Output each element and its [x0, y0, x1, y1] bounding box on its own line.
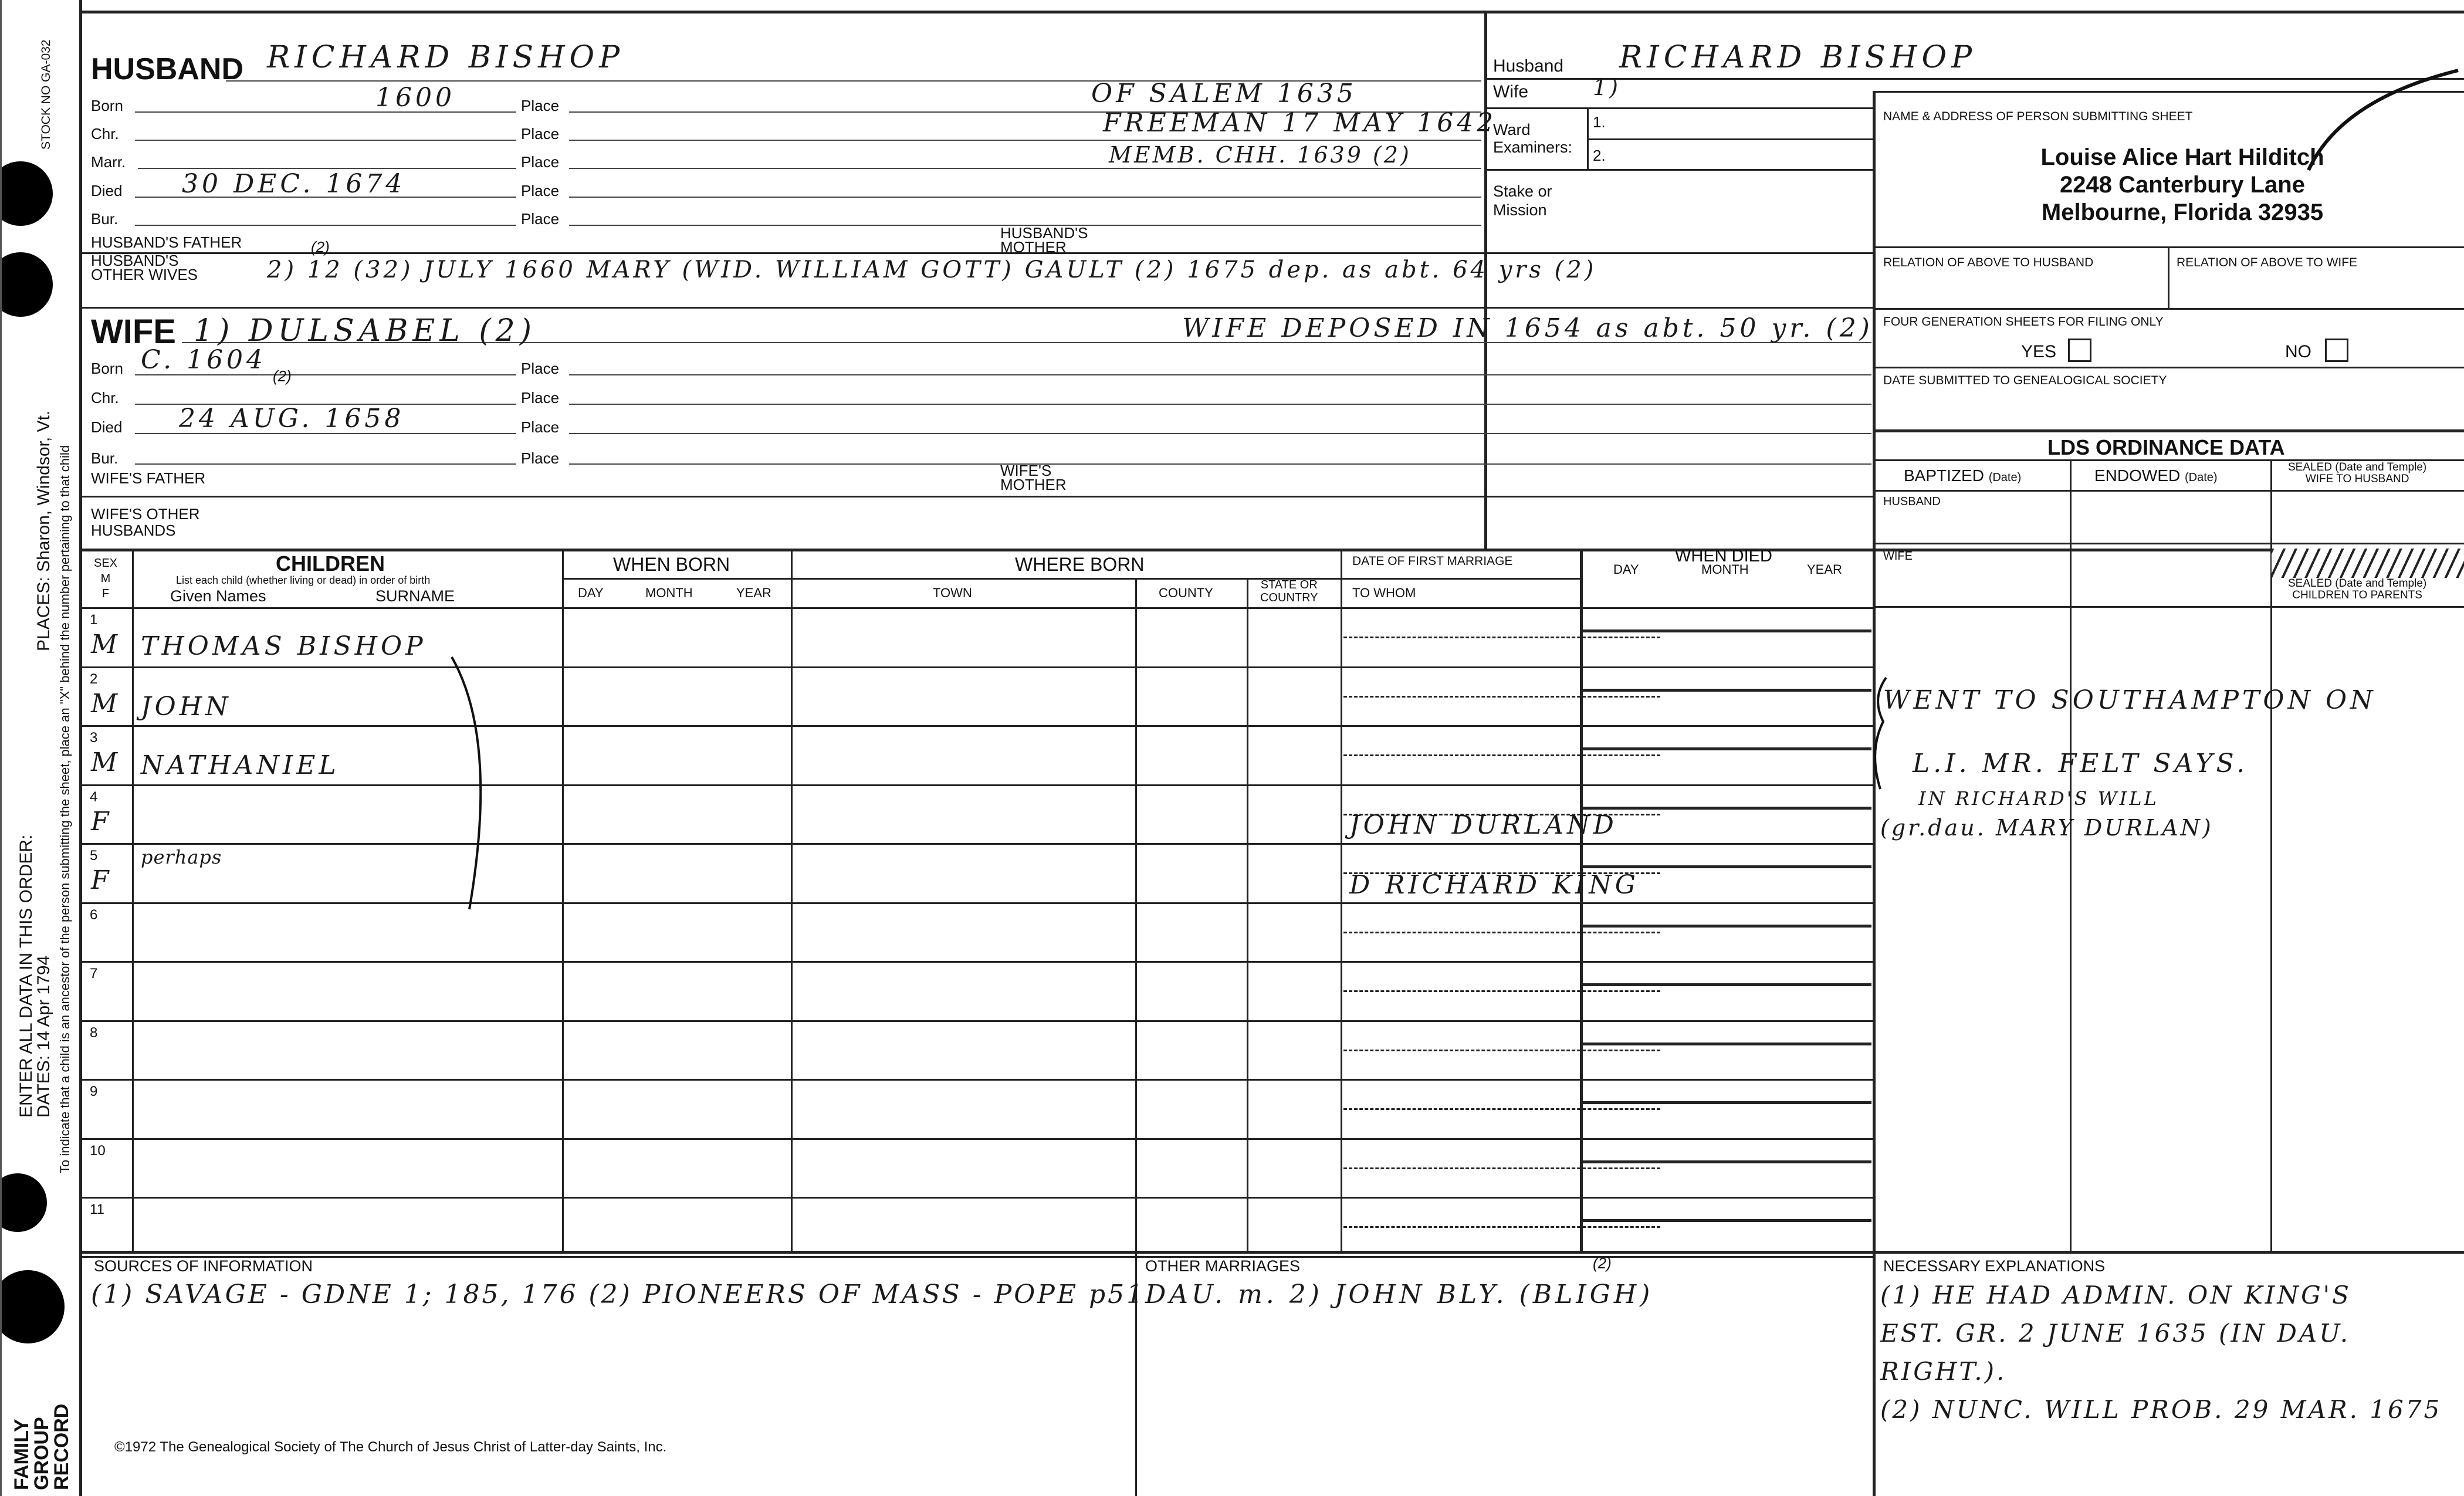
year-label: YEAR: [736, 585, 771, 600]
places-note: PLACES: Sharon, Windsor, Vt.: [34, 410, 53, 651]
checkmark-stroke: [2306, 65, 2464, 176]
table-row: [79, 961, 1873, 1020]
hatched-area: [2272, 549, 2464, 578]
yes-checkbox[interactable]: [2068, 339, 2091, 362]
examiners-label: Examiners:: [1493, 138, 1573, 156]
examiner-2: 2.: [1593, 147, 1606, 164]
place-label: Place: [521, 153, 560, 171]
died-day-label: DAY: [1613, 562, 1639, 577]
lds-title: LDS ORDINANCE DATA: [2047, 435, 2285, 459]
no-label: NO: [2285, 342, 2311, 361]
husband-marr-place: MEMB. CHH. 1639 (2): [1109, 142, 1412, 168]
to-whom-label: TO WHOM: [1352, 585, 1416, 600]
right-wife-number: 1): [1593, 75, 1621, 100]
record-title: FAMILY GROUP RECORD: [11, 1403, 73, 1490]
when-died-label: WHEN DIED: [1675, 547, 1772, 566]
child-sex: F: [91, 865, 113, 895]
no-checkbox[interactable]: [2325, 339, 2348, 362]
place-label: Place: [521, 210, 560, 228]
husband-born-place: OF SALEM 1635: [1091, 79, 1357, 109]
child-3-name: NATHANIEL: [141, 750, 340, 780]
row-number: 10: [90, 1143, 106, 1159]
born-label: Born: [91, 360, 123, 377]
where-born-label: WHERE BORN: [1015, 554, 1145, 575]
child-5-note: perhaps: [141, 846, 222, 868]
child-sex: F: [91, 807, 113, 837]
other-wives-label: HUSBAND'S OTHER WIVES: [91, 252, 198, 283]
dates-note: DATES: 14 Apr 1794: [34, 955, 53, 1118]
given-names-label: Given Names: [170, 587, 266, 605]
table-row: [79, 666, 1873, 725]
husband-mother-label: HUSBAND'S MOTHER: [1000, 224, 1088, 256]
sources-label: SOURCES OF INFORMATION: [94, 1257, 313, 1275]
wife-father-label: WIFE'S FATHER: [91, 469, 206, 487]
husband-label: HUSBAND: [91, 52, 243, 86]
right-husband-label: Husband: [1493, 56, 1564, 76]
wife-born: C. 1604: [141, 345, 267, 375]
bur-label: Bur.: [91, 449, 119, 467]
row-number: 11: [90, 1201, 104, 1217]
row-number: 8: [90, 1025, 98, 1041]
place-label: Place: [521, 97, 560, 114]
table-row: [79, 1138, 1873, 1197]
examiner-1: 1.: [1593, 113, 1606, 131]
child-sex: M: [91, 629, 121, 659]
marr-label: Marr.: [91, 153, 126, 171]
day-label: DAY: [578, 585, 604, 600]
husband-father-label: HUSBAND'S FATHER: [91, 233, 242, 251]
died-label: Died: [91, 418, 123, 436]
note-line-2: L.I. MR. FELT SAYS.: [1913, 749, 2249, 779]
row-number: 5: [90, 848, 98, 864]
date-submitted-label: DATE SUBMITTED TO GENEALOGICAL SOCIETY: [1883, 374, 2167, 387]
other-marriages-label: OTHER MARRIAGES: [1145, 1257, 1301, 1275]
table-row: [79, 902, 1873, 961]
wife-other-husbands-label: WIFE'S OTHER HUSBANDS: [91, 505, 200, 539]
sources-text: (1) SAVAGE - GDNE 1; 185, 176 (2) PIONEERS OF MASS - POPE p51: [91, 1280, 1146, 1309]
sealed-wife-label: SEALED (Date and Temple) WIFE TO HUSBAND: [2288, 461, 2427, 485]
brace-stroke: [1869, 675, 1892, 792]
punch-hole: [0, 1173, 47, 1232]
child-sex: M: [91, 747, 121, 777]
child-2-name: JOHN: [141, 692, 232, 722]
copyright: ©1972 The Genealogical Society of The Church of Jesus Christ of Latter-day Saints, Inc.: [114, 1439, 667, 1455]
annotation-mark: (2): [1593, 1254, 1612, 1272]
four-gen-label: FOUR GENERATION SHEETS FOR FILING ONLY: [1883, 315, 2164, 329]
first-marriage-label: DATE OF FIRST MARRIAGE: [1352, 554, 1513, 568]
right-husband-name: RICHARD BISHOP: [1619, 40, 1977, 75]
children-label: CHILDREN: [276, 551, 385, 576]
child-4-spouse: JOHN DURLAND: [1349, 810, 1617, 840]
husband-name: RICHARD BISHOP: [267, 40, 625, 75]
punch-hole: [0, 252, 53, 317]
table-row: [79, 1079, 1873, 1138]
note-line-3: IN RICHARD'S WILL: [1918, 787, 2159, 810]
bracket-stroke: [446, 651, 505, 915]
place-label: Place: [521, 360, 560, 377]
husband-other-wives: 2) 12 (32) JULY 1660 MARY (WID. WILLIAM GOTT) GAULT (2) 1675 dep. as abt. 64 yrs (2): [267, 256, 1597, 283]
right-wife-label: Wife: [1493, 82, 1528, 101]
endowed-label: ENDOWED (Date): [2094, 466, 2218, 485]
husband-died: 30 DEC. 1674: [182, 169, 406, 199]
chr-label: Chr.: [91, 125, 119, 143]
baptized-label: BAPTIZED (Date): [1904, 466, 2022, 485]
ward-label: Ward: [1493, 121, 1531, 138]
wife-label: WIFE: [91, 313, 176, 351]
explanations-text: (1) HE HAD ADMIN. ON KING'S EST. GR. 2 JUNE 1635 (IN DAU. RIGHT.). (2) NUNC. WILL PROB. 29 MAR. 1675: [1880, 1281, 2442, 1424]
note-line-4: (gr.dau. MARY DURLAN): [1880, 815, 2213, 841]
row-number: 2: [90, 671, 98, 687]
husband-ordinance-label: HUSBAND: [1883, 495, 1941, 508]
row-number: 4: [90, 789, 98, 805]
place-label: Place: [521, 418, 560, 436]
born-label: Born: [91, 97, 123, 114]
enter-all-note: ENTER ALL DATA IN THIS ORDER:: [16, 834, 36, 1118]
died-label: Died: [91, 182, 123, 199]
annotation-mark: (2): [273, 367, 292, 385]
wife-deposed: WIFE DEPOSED IN 1654 as abt. 50 yr. (2): [1182, 313, 1873, 343]
child-sex: M: [91, 689, 121, 719]
wife-name: 1) DULSABEL (2): [194, 313, 537, 348]
chr-label: Chr.: [91, 389, 119, 407]
relation-husband-label: RELATION OF ABOVE TO HUSBAND: [1883, 256, 2094, 269]
wife-ordinance-label: WIFE: [1883, 550, 1913, 563]
stake-label: Stake or Mission: [1493, 182, 1552, 219]
table-row: [79, 1020, 1873, 1079]
row-number: 6: [90, 907, 98, 923]
row-number: 3: [90, 730, 98, 746]
stock-number: STOCK NO GA-032: [39, 39, 53, 150]
indicate-note: To indicate that a child is an ancestor of the person submitting the sheet, place an "X" behind the number pertaining to that child: [57, 445, 72, 1173]
husband-chr-place: FREEMAN 17 MAY 1642: [1103, 108, 1497, 138]
place-label: Place: [521, 182, 560, 199]
died-month-label: MONTH: [1701, 562, 1749, 577]
annotation-mark: (2): [311, 238, 330, 256]
month-label: MONTH: [645, 585, 693, 600]
other-marriages-text: DAU. m. 2) JOHN BLY. (BLIGH): [1145, 1280, 1654, 1309]
state-label: STATE OR COUNTRY: [1260, 578, 1318, 604]
explanations-label: NECESSARY EXPLANATIONS: [1883, 1257, 2106, 1275]
wife-died: 24 AUG. 1658: [179, 404, 405, 434]
table-row: [79, 725, 1873, 784]
row-number: 1: [90, 612, 98, 628]
place-label: Place: [521, 125, 560, 143]
place-label: Place: [521, 389, 560, 407]
county-label: COUNTY: [1159, 585, 1213, 600]
town-label: TOWN: [933, 585, 972, 600]
submitter-address: Louise Alice Hart Hilditch 2248 Canterbury Lane Melbourne, Florida 32935: [2040, 144, 2324, 225]
punch-hole: [0, 161, 53, 226]
bur-label: Bur.: [91, 210, 119, 228]
child-1-name: THOMAS BISHOP: [141, 631, 427, 661]
note-line-1: WENT TO SOUTHAMPTON ON: [1883, 685, 2377, 715]
row-number: 9: [90, 1084, 98, 1099]
sex-label: SEX M F: [93, 557, 118, 600]
place-label: Place: [521, 449, 560, 467]
list-note: List each child (whether living or dead) in order of birth: [176, 574, 431, 586]
surname-label: SURNAME: [375, 587, 455, 605]
wife-mother-label: WIFE'S MOTHER: [1000, 462, 1067, 493]
row-number: 7: [90, 966, 98, 981]
submitter-label: NAME & ADDRESS OF PERSON SUBMITTING SHEET: [1883, 110, 2193, 123]
punch-hole: [0, 1270, 65, 1343]
yes-label: YES: [2021, 342, 2057, 361]
husband-born: 1600: [375, 83, 455, 113]
table-row: [79, 1197, 1873, 1256]
when-born-label: WHEN BORN: [613, 554, 730, 575]
died-year-label: YEAR: [1807, 562, 1842, 577]
sealed-children-label: SEALED (Date and Temple) CHILDREN TO PARENTS: [2288, 577, 2427, 601]
relation-wife-label: RELATION OF ABOVE TO WIFE: [2177, 256, 2358, 269]
child-5-spouse: D RICHARD KING: [1349, 870, 1639, 900]
